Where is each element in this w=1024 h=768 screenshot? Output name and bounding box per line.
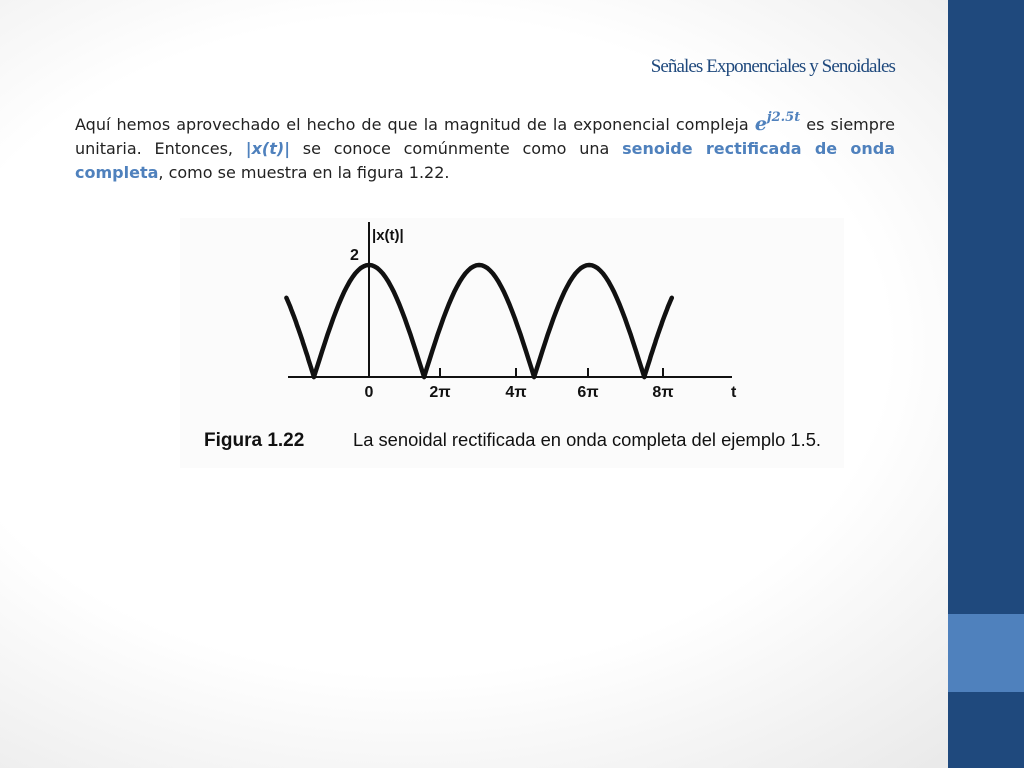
right-sidebar-band: [948, 0, 1024, 768]
paragraph-text-3: se conoce comúnmente como una: [290, 139, 623, 158]
paragraph-text-2: es siempre unitaria. Entonces,: [75, 115, 895, 158]
body-paragraph: [75, 112, 895, 185]
rectified-sine-arc-3: [534, 265, 644, 377]
sidebar-accent-block: [948, 614, 1024, 692]
y-axis-label: |x(t)|: [372, 227, 404, 244]
rectified-sine-arc-4: [644, 298, 672, 377]
exponential-power: j2.5t: [766, 110, 801, 125]
paragraph-text-1: Aquí hemos aprovechado el hecho de que la magnitud de la exponencial compleja: [75, 115, 755, 134]
exponential-base: e: [754, 113, 767, 135]
x-tick-label-0: 0: [364, 384, 374, 401]
x-tick-label-4pi: 4π: [505, 384, 527, 401]
figure-caption-text: La senoidal rectificada en onda completa del ejemplo 1.5.: [353, 430, 821, 450]
y-tick-label: 2: [350, 247, 359, 264]
complex-exponential: [754, 110, 801, 135]
highlighted-term: senoide rectificada de onda completa: [75, 139, 896, 182]
rectified-sine-arc-0: [286, 298, 314, 377]
rectified-sine-arc-2: [424, 265, 534, 377]
magnitude-expression: |x(t)|: [245, 139, 291, 158]
x-tick-label-8pi: 8π: [652, 384, 674, 401]
x-tick-label-6pi: 6π: [577, 384, 599, 401]
rectified-sine-chart: [180, 218, 844, 468]
paragraph-text-4: , como se muestra en la figura 1.22.: [158, 163, 450, 182]
slide-title: Señales Exponenciales y Senoidales: [650, 56, 895, 77]
x-axis-label: t: [731, 384, 737, 401]
figure-1-22: [180, 218, 844, 468]
figure-caption-label: Figura 1.22: [204, 430, 305, 451]
x-tick-label-2pi: 2π: [429, 384, 451, 401]
